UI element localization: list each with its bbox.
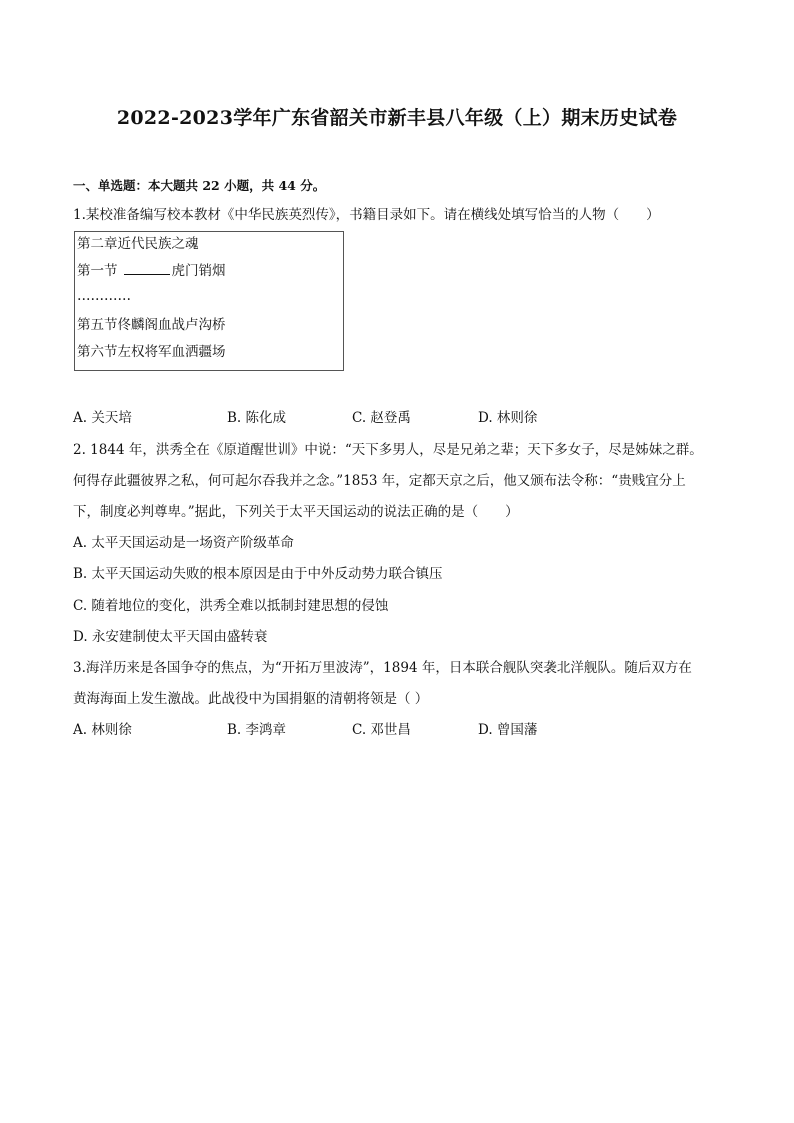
- q1-option-d[interactable]: D. 林则徐: [478, 410, 538, 426]
- q1-option-c[interactable]: C. 赵登禹: [352, 410, 411, 426]
- question-3-line-2: 黄海海面上发生激战。此战役中为国捐躯的清朝将领是（ ）: [73, 691, 429, 707]
- q3-option-c[interactable]: C. 邓世昌: [352, 722, 411, 738]
- toc-item-1-suffix: 虎门销烟: [171, 263, 226, 279]
- q3-option-a[interactable]: A. 林则徐: [73, 722, 132, 738]
- q1-option-b[interactable]: B. 陈化成: [227, 410, 287, 426]
- page-title: 2022-2023学年广东省韶关市新丰县八年级（上）期末历史试卷: [116, 107, 678, 129]
- toc-item-1-prefix: 第一节: [77, 263, 118, 279]
- q1-option-a[interactable]: A. 关天培: [73, 410, 132, 426]
- q3-option-b[interactable]: B. 李鸿章: [227, 722, 287, 738]
- toc-item-6: 第六节左权将军血洒疆场: [77, 344, 226, 360]
- q2-option-c[interactable]: C. 随着地位的变化，洪秀全难以抵制封建思想的侵蚀: [73, 598, 389, 614]
- toc-chapter: 第二章近代民族之魂: [77, 236, 199, 252]
- toc-box: [74, 231, 344, 371]
- question-2-line-3: 下，制度必判尊卑。”据此，下列关于太平天国运动的说法正确的是（ ）: [73, 504, 519, 520]
- question-3-line-1: 3.海洋历来是各国争夺的焦点，为“开拓万里波涛”，1894 年，日本联合舰队突袭北洋舰队。随后双方在: [73, 660, 692, 676]
- toc-ellipsis: …………: [77, 288, 131, 304]
- question-1-stem: 1.某校准备编写校本教材《中华民族英烈传》，书籍目录如下。请在横线处填写恰当的人物（ ）: [73, 207, 660, 223]
- toc-item-1: [77, 261, 226, 281]
- q2-option-d[interactable]: D. 永安建制使太平天国由盛转衰: [73, 629, 268, 645]
- toc-item-5: 第五节佟麟阁血战卢沟桥: [77, 317, 226, 333]
- question-2-line-2: 何得存此疆彼界之私，何可起尔吞我并之念。”1853 年，定都天京之后，他又颁布法令称：“贵贱宜分上: [73, 473, 686, 489]
- section-heading: 一、单选题：本大题共 22 小题，共 44 分。: [73, 178, 326, 193]
- q3-option-d[interactable]: D. 曾国藩: [478, 722, 538, 738]
- q2-option-b[interactable]: B. 太平天国运动失败的根本原因是由于中外反动势力联合镇压: [73, 566, 443, 582]
- question-2-line-1: 2. 1844 年，洪秀全在《原道醒世训》中说：“天下多男人，尽是兄弟之辈；天下多女子，尽是姊妹之群。: [73, 442, 703, 458]
- q2-option-a[interactable]: A. 太平天国运动是一场资产阶级革命: [73, 535, 294, 551]
- answer-blank: [124, 261, 170, 275]
